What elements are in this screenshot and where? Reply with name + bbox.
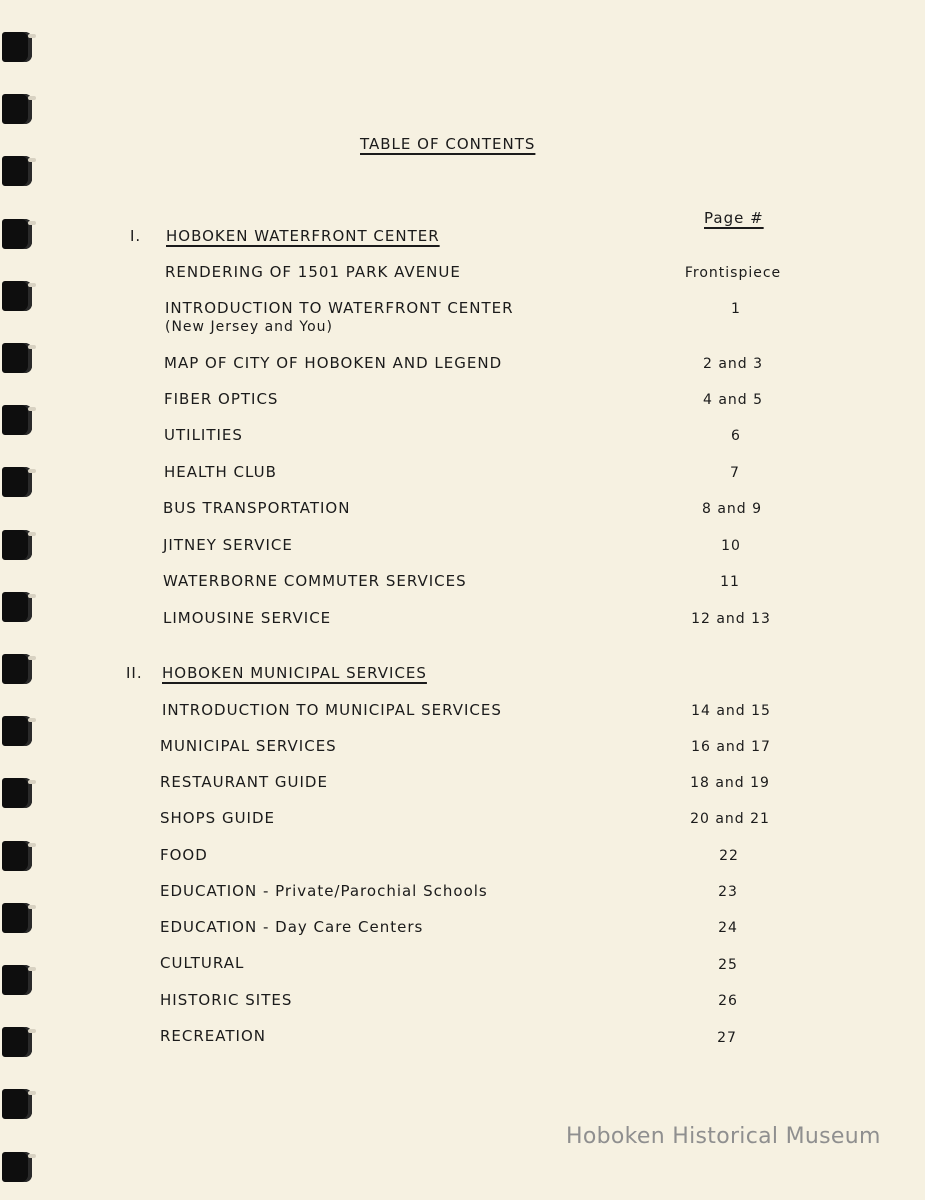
toc-entry: INTRODUCTION TO WATERFRONT CENTER (165, 299, 514, 317)
binding-ring (2, 841, 32, 871)
toc-entry: MUNICIPAL SERVICES (160, 737, 337, 755)
binding-ring (2, 219, 32, 249)
toc-entry: RECREATION (160, 1027, 266, 1045)
binding-ring (2, 965, 32, 995)
binding-ring (2, 405, 32, 435)
toc-entry: SHOPS GUIDE (160, 809, 275, 827)
binding-ring (2, 654, 32, 684)
toc-page-number: 24 (718, 920, 738, 936)
section-title: HOBOKEN MUNICIPAL SERVICES (162, 664, 427, 682)
toc-page-number: 1 (731, 301, 741, 317)
toc-page-number: 8 and 9 (701, 501, 763, 517)
toc-page-number: 16 and 17 (691, 739, 771, 755)
toc-entry: WATERBORNE COMMUTER SERVICES (163, 572, 467, 590)
page-number-column-header: Page # (704, 209, 764, 227)
toc-page-number: 7 (730, 465, 740, 481)
toc-entry: FIBER OPTICS (164, 390, 279, 408)
toc-entry: HISTORIC SITES (160, 991, 293, 1009)
binding-ring (2, 778, 32, 808)
section-title: HOBOKEN WATERFRONT CENTER (166, 227, 440, 245)
toc-entry: MAP OF CITY OF HOBOKEN AND LEGEND (164, 354, 503, 372)
toc-page-number: 20 and 21 (690, 811, 770, 827)
binding-ring (2, 1152, 32, 1182)
toc-entry: UTILITIES (164, 426, 243, 444)
toc-page-number: 10 (721, 538, 741, 554)
spiral-binding (0, 0, 40, 1200)
binding-ring (2, 1027, 32, 1057)
toc-page-number: 12 and 13 (691, 611, 771, 627)
binding-ring (2, 32, 32, 62)
museum-watermark: Hoboken Historical Museum (566, 1124, 881, 1149)
toc-page-number: 27 (717, 1030, 737, 1046)
toc-entry: LIMOUSINE SERVICE (163, 609, 332, 627)
toc-page-number: 23 (718, 884, 738, 900)
toc-entry: HEALTH CLUB (164, 463, 277, 481)
binding-ring (2, 1089, 32, 1119)
toc-page-number: 26 (718, 993, 738, 1009)
toc-entry: JITNEY SERVICE (163, 536, 293, 554)
toc-page-number: 6 (731, 428, 741, 444)
toc-entry: EDUCATION - Day Care Centers (160, 918, 424, 936)
binding-ring (2, 343, 32, 373)
toc-page-number: Frontispiece (684, 265, 782, 281)
binding-ring (2, 156, 32, 186)
toc-entry: BUS TRANSPORTATION (163, 499, 351, 517)
toc-page-number: 18 and 19 (690, 775, 770, 791)
binding-ring (2, 467, 32, 497)
section-numeral: I. (130, 227, 142, 245)
section-numeral: II. (126, 664, 143, 682)
toc-entry: RENDERING OF 1501 PARK AVENUE (165, 263, 461, 281)
binding-ring (2, 530, 32, 560)
toc-entry-subtitle: (New Jersey and You) (165, 319, 333, 335)
toc-page-number: 14 and 15 (691, 703, 771, 719)
binding-ring (2, 903, 32, 933)
binding-ring (2, 281, 32, 311)
binding-ring (2, 716, 32, 746)
binding-ring (2, 592, 32, 622)
toc-page-number: 11 (720, 574, 740, 590)
toc-entry: EDUCATION - Private/Parochial Schools (160, 882, 488, 900)
toc-entry: INTRODUCTION TO MUNICIPAL SERVICES (162, 701, 502, 719)
toc-page-number: 2 and 3 (702, 356, 764, 372)
toc-page-number: 25 (718, 957, 738, 973)
binding-ring (2, 94, 32, 124)
toc-entry: RESTAURANT GUIDE (160, 773, 328, 791)
toc-entry: FOOD (160, 846, 208, 864)
toc-entry: CULTURAL (160, 954, 245, 972)
page-title: TABLE OF CONTENTS (360, 135, 536, 153)
toc-page-number: 22 (719, 848, 739, 864)
toc-page-number: 4 and 5 (702, 392, 764, 408)
